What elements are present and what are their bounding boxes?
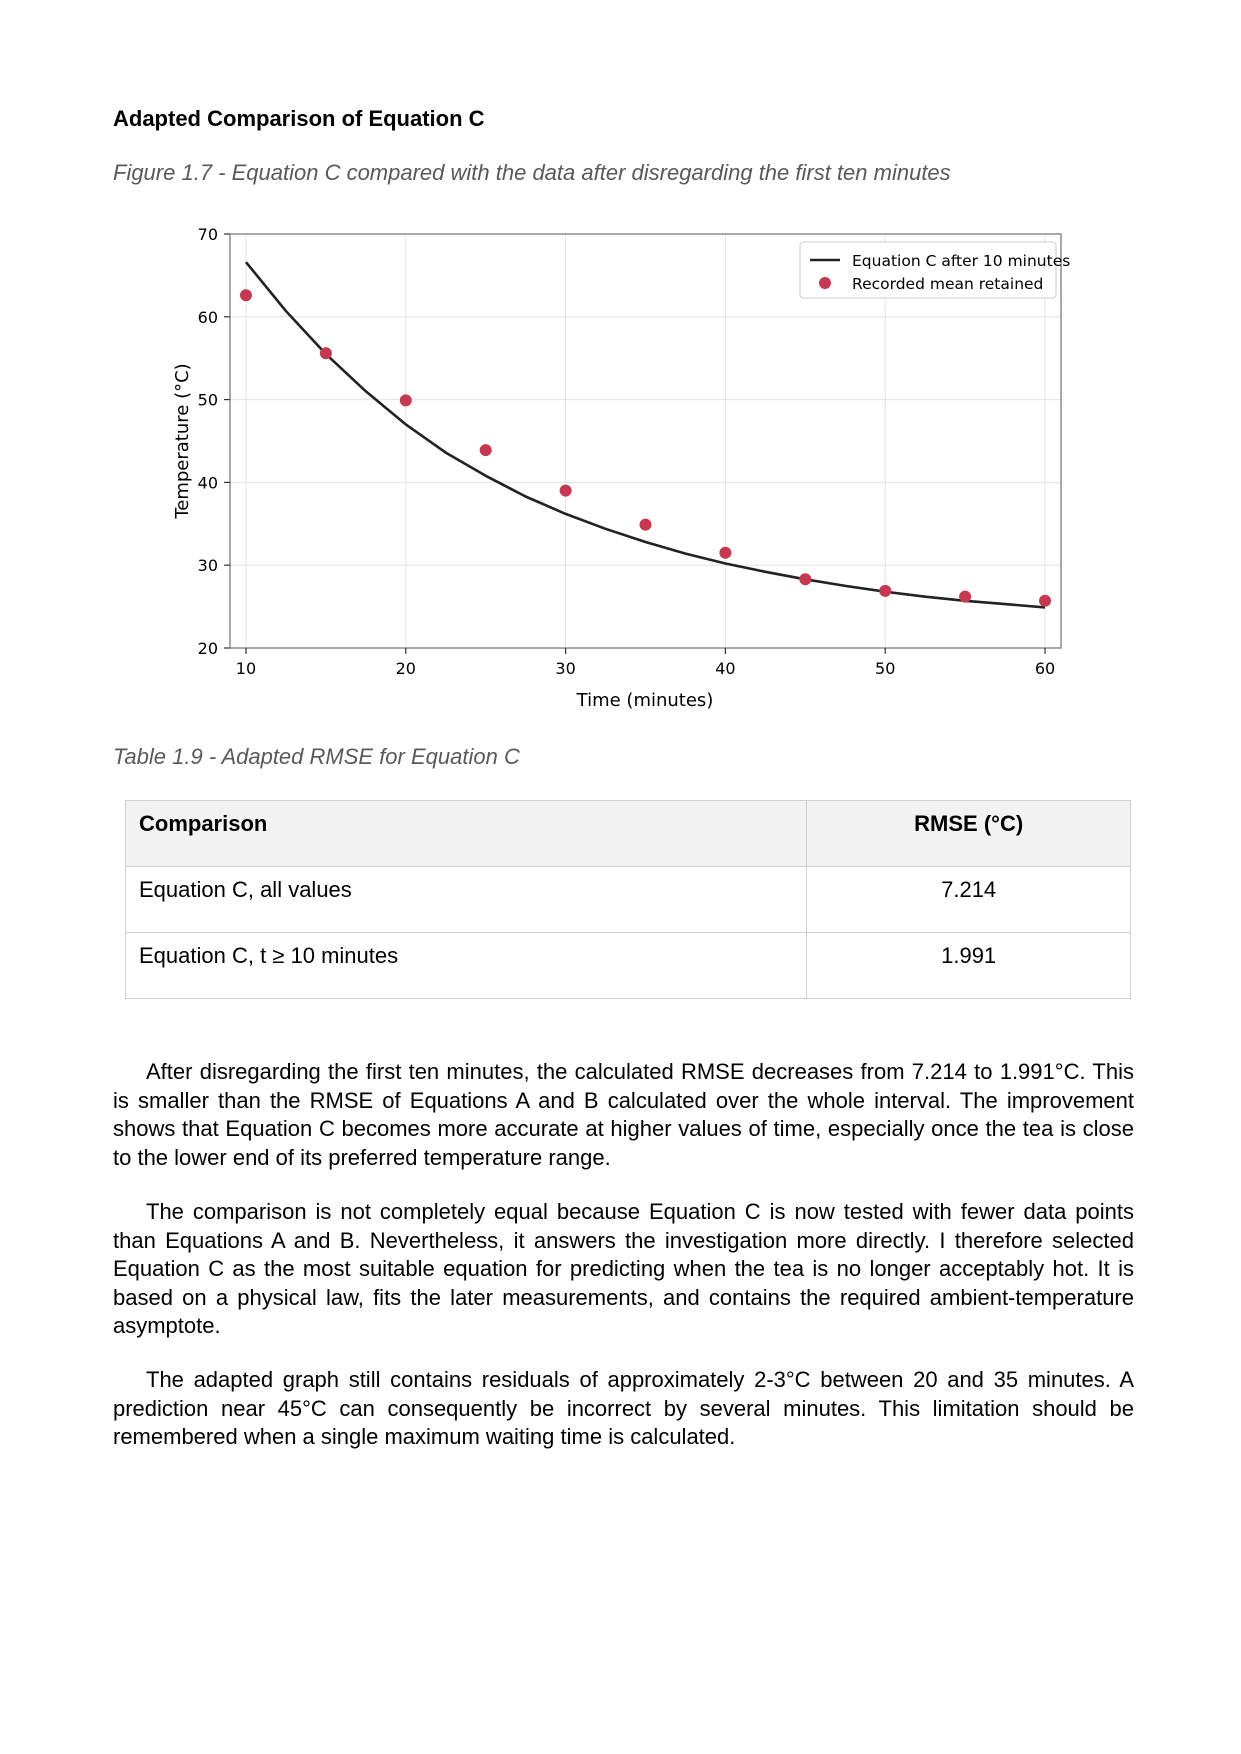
x-tick-label: 20 <box>395 659 416 678</box>
row-comparison-cell: Equation C, t ≥ 10 minutes <box>126 933 807 999</box>
section-heading: Adapted Comparison of Equation C <box>113 106 485 131</box>
rmse-table <box>125 800 1131 999</box>
figure-caption: Figure 1.7 - Equation C compared with the data after disregarding the first ten minutes <box>113 160 951 185</box>
header-comparison: Comparison <box>126 801 807 867</box>
legend-label: Equation C after 10 minutes <box>852 252 1071 270</box>
data-point <box>400 394 412 406</box>
data-point <box>240 289 252 301</box>
x-tick-label: 60 <box>1034 659 1056 678</box>
y-tick-label: 60 <box>197 307 218 327</box>
y-tick-label: 50 <box>197 390 218 410</box>
x-tick-label: 40 <box>715 659 736 678</box>
paragraph-limitation: The adapted graph still contains residuals of approximately 2-3°C between 20 and 35 minutes. A prediction near 45°C can consequently be incorrect by several minutes. This limitation should be remembered when a single maximum waiting time is calculated. <box>113 1367 1134 1449</box>
equation-c-line <box>246 262 1045 607</box>
table-row <box>126 933 1131 999</box>
table-caption: Table 1.9 - Adapted RMSE for Equation C <box>113 744 520 769</box>
table-header-row <box>126 801 1131 867</box>
x-tick-label: 50 <box>875 659 896 678</box>
y-tick-label: 70 <box>197 225 218 244</box>
y-tick-label: 20 <box>197 639 218 658</box>
row-rmse-cell: 1.991 <box>807 933 1131 999</box>
chart-legend <box>800 242 1070 298</box>
data-point <box>1039 595 1051 607</box>
chart-data-layer <box>240 262 1051 607</box>
data-point <box>480 444 492 456</box>
y-tick-label: 40 <box>197 473 218 493</box>
data-point <box>320 347 332 359</box>
legend-marker-swatch <box>819 277 831 289</box>
data-point <box>879 585 891 597</box>
x-axis-label: Time (minutes) <box>576 690 714 711</box>
temperature-chart <box>160 222 1100 722</box>
data-point <box>719 547 731 559</box>
data-point <box>640 519 652 531</box>
row-rmse-cell: 7.214 <box>807 867 1131 933</box>
x-tick-label: 10 <box>235 659 257 678</box>
y-tick-label: 30 <box>197 556 218 576</box>
data-point <box>799 573 811 585</box>
paragraph-rmse-improvement: After disregarding the first ten minutes, the calculated RMSE decreases from 7.214 to 1.991°C. This is smaller than the RMSE of Equations A and B calculated over the whole interval. The improvement shows that Equation C becomes more accurate at higher values of time, especially once the tea is close to the lower end of its preferred temperature range. <box>113 1059 1134 1170</box>
x-tick-label: 30 <box>555 659 576 678</box>
data-point <box>959 591 971 603</box>
header-rmse: RMSE (°C) <box>807 801 1131 867</box>
table-row <box>126 867 1131 933</box>
legend-label: Recorded mean retained <box>852 275 1044 293</box>
y-axis-label: Temperature (°C) <box>172 363 193 519</box>
paragraph-equation-selection: The comparison is not completely equal because Equation C is now tested with fewer data points than Equations A and B. Nevertheless, it answers the investigation more directly. I therefore selected Equation C as the most suitable equation for predicting when the tea is no longer acceptably hot. It is based on a physical law, fits the later measurements, and contains the required ambient-temperature asymptote. <box>113 1199 1134 1338</box>
row-comparison-cell: Equation C, all values <box>126 867 807 933</box>
data-point <box>560 485 572 497</box>
